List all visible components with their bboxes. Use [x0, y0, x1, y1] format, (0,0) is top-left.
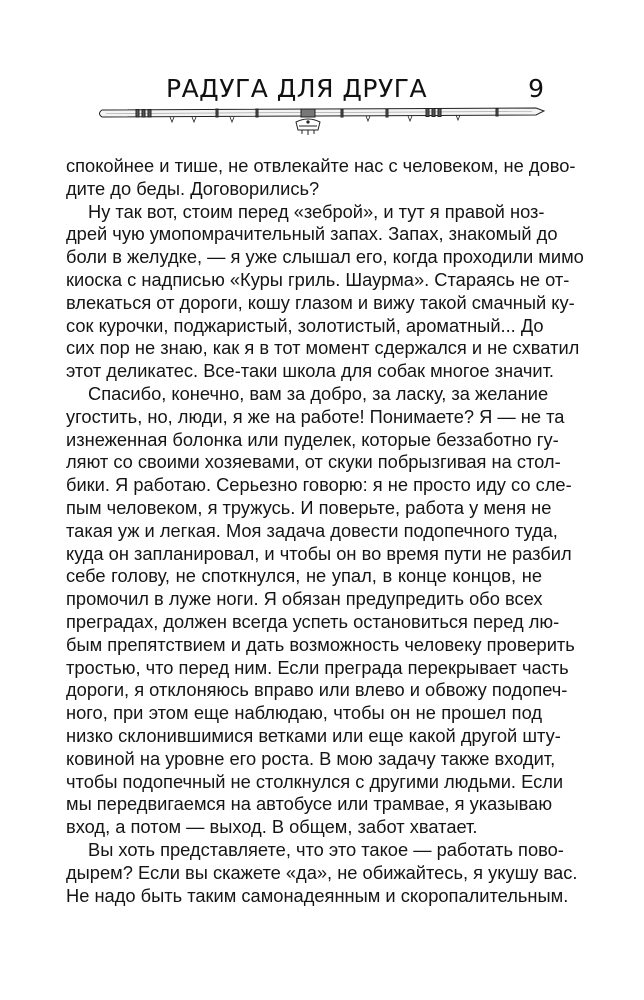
text-line: влекаться от дороги, кошу глазом и вижу такой смачный ку-	[66, 291, 575, 313]
text-line: низко склонившимися ветками или еще какой другой шту-	[66, 724, 561, 746]
text-line: ного, при этом еще наблюдаю, чтобы он не прошел под	[66, 702, 542, 724]
text-line: Не надо быть таким самонадеянным и скоропалительным.	[66, 884, 569, 906]
text-line: киоска с надписью «Куры гриль. Шаурма». Стараясь не от-	[66, 268, 570, 290]
text-line: мы передвигаемся на автобусе или трамвае, я указываю	[66, 793, 553, 815]
text-line: дороги, я отклоняюсь вправо или влево и обвожу подопеч-	[66, 679, 568, 701]
text-line: сих пор не знаю, как я в тот момент сдержался и не схватил	[66, 337, 580, 359]
text-line: изнеженная болонка или пуделек, которые беззаботно гу-	[66, 428, 559, 450]
text-line: спокойнее и тише, не отвлекайте нас с человеком, не дово-	[66, 155, 576, 176]
body-text	[66, 155, 584, 907]
paragraph	[66, 155, 576, 201]
paragraph	[66, 838, 578, 907]
running-head-title: РАДУГА ДЛЯ ДРУГА	[166, 74, 428, 103]
text-line: боли в желудке, — я уже слышал его, когда проходили мимо	[66, 246, 584, 268]
text-line: сок курочки, поджаристый, золотистый, ароматный... До	[66, 314, 544, 336]
text-line: Вы хоть представляете, что это такое — работать пово-	[88, 838, 564, 860]
text-line: чтобы подопечный не столкнулся с другими людьми. Если	[66, 770, 564, 792]
text-line: дырем? Если вы скажете «да», не обижайтесь, я укушу вас.	[66, 861, 578, 883]
text-line: куда он запланировал, и чтобы он во время пути не разбил	[66, 542, 572, 564]
cane-divider-icon	[96, 102, 548, 136]
text-line: тростью, что перед ним. Если преграда перекрывает часть	[66, 656, 569, 678]
text-line: этот деликатес. Все-таки школа для собак многое значит.	[66, 360, 555, 382]
text-line: бым препятствием и дать возможность человеку проверить	[66, 633, 575, 655]
text-line: себе голову, не споткнулся, не упал, в конце концов, не	[66, 565, 542, 587]
text-line: пым человеком, я тружусь. И поверьте, работа у меня не	[66, 496, 552, 518]
text-line: вход, а потом — выход. В общем, забот хватает.	[66, 816, 478, 838]
text-line: ковиной на уровне его роста. В мою задачу также входит,	[66, 747, 556, 769]
text-line: ляют со своими хозяевами, от скуки побрызгивая на стол-	[66, 451, 561, 473]
text-line: Ну так вот, стоим перед «зеброй», и тут я правой ноз-	[88, 200, 545, 222]
text-line: промочил в луже ноги. Я обязан предупредить обо всех	[66, 588, 543, 610]
text-line: дрей чую умопомрачительный запах. Запах, знакомый до	[66, 223, 558, 245]
text-line: преградах, должен всегда успеть остановиться перед лю-	[66, 610, 560, 632]
text-line: угостить, но, люди, я же на работе! Понимаете? Я — не та	[66, 405, 565, 427]
text-line: Спасибо, конечно, вам за добро, за ласку, за желание	[88, 382, 549, 404]
text-line: дите до беды. Договорились?	[66, 177, 320, 199]
page-number: 9	[528, 74, 544, 103]
paragraph	[66, 200, 584, 383]
text-line: бики. Я работаю. Серьезно говорю: я не просто иду со сле-	[66, 474, 572, 496]
paragraph	[66, 382, 575, 839]
text-line: такая уж и легкая. Моя задача довести подопечного туда,	[66, 519, 558, 541]
